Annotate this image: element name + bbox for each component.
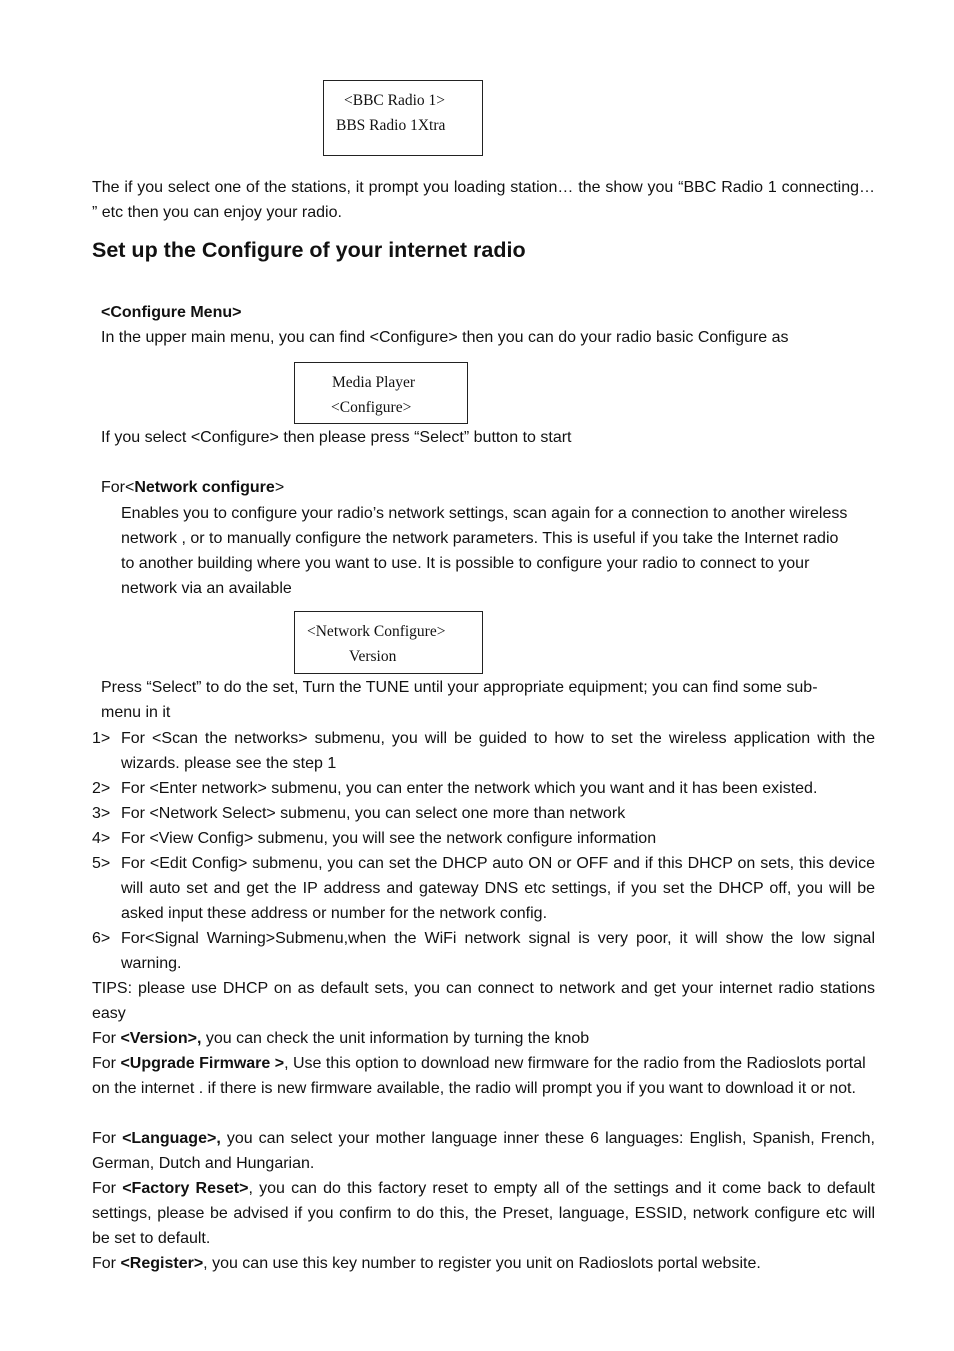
language-bold: <Language>, (122, 1130, 221, 1147)
menu-line-1: Media Player (332, 374, 416, 391)
factory-reset-text: , you can do this factory reset to empty all of the settings and it come back to default settings, please be advised if you confirm to do this, the Preset, language, ESSID, network configure etc will be set to default. (92, 1180, 875, 1247)
network-box-line-1: <Network Configure> (307, 623, 446, 640)
submenu-item-enter: For <Enter network> submenu, you can enter the network which you want and it has been existed. (121, 780, 818, 797)
upgrade-prefix: For (92, 1055, 121, 1072)
station-line-1: <BBC Radio 1> (344, 92, 446, 109)
upgrade-text: , Use this option to download new firmware for the radio from the Radioslots portal on the internet . if there is new firmware available, the radio will prompt you if you want to download it or not. (92, 1055, 866, 1097)
submenu-number: 4> (92, 830, 111, 847)
submenu-item-scan: For <Scan the networks> submenu, you will be guided to how to set the wireless application with the wizards. please see the step 1 (121, 730, 875, 772)
network-configure-suffix: > (274, 479, 285, 496)
configure-menu-text: In the upper main menu, you can find <Configure> then you can do your radio basic Configure as (101, 329, 789, 346)
upgrade-paragraph (92, 1051, 875, 1101)
version-paragraph (92, 1026, 875, 1051)
submenu-item-select: For <Network Select> submenu, you can select one more than network (121, 805, 626, 822)
factory-reset-paragraph (92, 1176, 875, 1251)
register-text: , you can use this key number to register you unit on Radioslots portal website. (203, 1255, 761, 1272)
register-bold: <Register> (120, 1255, 204, 1272)
submenu-number: 2> (92, 780, 111, 797)
network-configure-box (294, 611, 483, 674)
submenu-item-view: For <View Config> submenu, you will see the network configure information (121, 830, 657, 847)
submenu-number: 1> (92, 730, 111, 747)
submenu-item-signal: For<Signal Warning>Submenu,when the WiFi network signal is very poor, it will show the low signal warning. (121, 930, 875, 972)
register-prefix: For (92, 1255, 121, 1272)
press-select-text: Press “Select” to do the set, Turn the TUNE until your appropriate equipment; you can find some sub-menu in it (101, 679, 818, 721)
network-box-line-2: Version (349, 648, 397, 665)
network-configure-title (101, 475, 284, 500)
register-paragraph (92, 1251, 875, 1276)
submenu-item-edit: For <Edit Config> submenu, you can set the DHCP auto ON or OFF and if this DHCP on sets, this device will auto set and get the IP address and gateway DNS etc settings, if you set the DHCP off, you will be asked input these address or number for the network config. (121, 855, 875, 922)
factory-reset-bold: <Factory Reset> (122, 1180, 249, 1197)
station-list-box (323, 80, 483, 156)
language-prefix: For (92, 1130, 123, 1147)
tips-paragraph: TIPS: please use DHCP on as default sets, you can connect to network and get your internet radio stations easy (92, 980, 875, 1022)
language-text: you can select your mother language inner these 6 languages: English, Spanish, French, German, Dutch and Hungarian. (92, 1130, 875, 1172)
version-bold: <Version>, (120, 1030, 202, 1047)
submenu-number: 6> (92, 930, 111, 947)
menu-line-2: <Configure> (331, 399, 412, 416)
network-configure-description: Enables you to configure your radio’s network settings, scan again for a connection to another wireless network , or to manually configure the network parameters. This is useful if you take the Internet radio to another building where you want to use. It is possible to configure your radio to connect to your network via an available (121, 505, 848, 597)
network-configure-bold: Network configure (134, 479, 275, 496)
main-menu-box (294, 362, 468, 424)
factory-reset-prefix: For (92, 1180, 123, 1197)
language-paragraph (92, 1126, 875, 1176)
submenu-number: 5> (92, 855, 111, 872)
configure-menu-title (101, 300, 241, 325)
version-prefix: For (92, 1030, 121, 1047)
intro-paragraph: The if you select one of the stations, it prompt you loading station… the show you “BBC Radio 1 connecting… ” etc then you can enjoy your radio. (92, 179, 875, 221)
configure-menu-title-text: <Configure Menu> (101, 304, 242, 321)
upgrade-bold: <Upgrade Firmware > (120, 1055, 285, 1072)
select-configure-text: If you select <Configure> then please press “Select” button to start (101, 429, 572, 446)
version-text: you can check the unit information by turning the knob (201, 1030, 590, 1047)
section-heading: Set up the Configure of your internet radio (92, 238, 526, 262)
submenu-number: 3> (92, 805, 111, 822)
station-line-2: BBS Radio 1Xtra (336, 117, 446, 134)
network-configure-prefix: For< (101, 479, 135, 496)
